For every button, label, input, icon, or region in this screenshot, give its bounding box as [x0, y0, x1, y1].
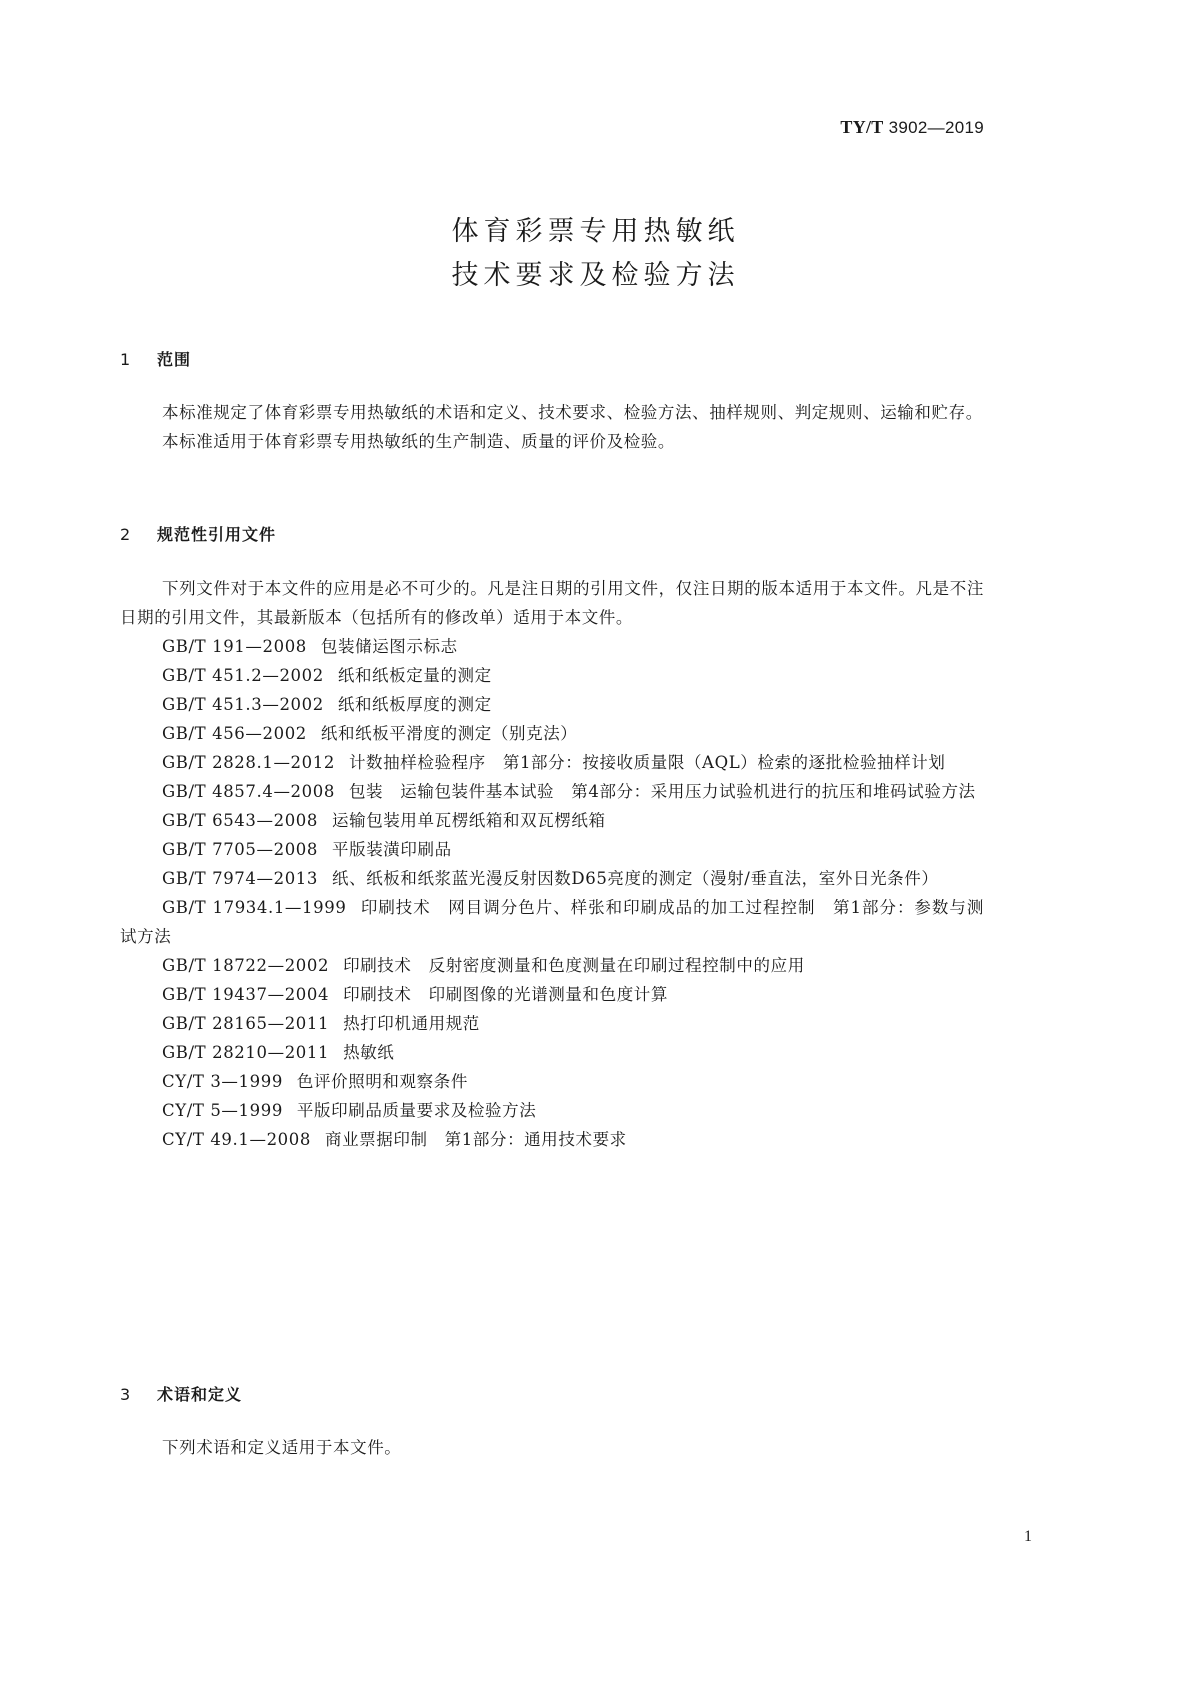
document-title	[0, 213, 1191, 295]
reference-item	[120, 1038, 984, 1067]
reference-code: GB/T 18722—2002	[162, 956, 330, 975]
reference-title: 平版装潢印刷品	[332, 840, 452, 859]
reference-title: 纸、纸板和纸浆蓝光漫反射因数D65亮度的测定（漫射/垂直法，室外日光条件）	[332, 869, 939, 888]
reference-code: GB/T 456—2002	[162, 724, 307, 743]
reference-code: GB/T 19437—2004	[162, 985, 330, 1004]
paragraph: 下列术语和定义适用于本文件。	[162, 1438, 402, 1457]
reference-title: 热敏纸	[343, 1043, 395, 1062]
section-3-heading	[120, 1382, 242, 1405]
reference-code: GB/T 191—2008	[162, 637, 307, 656]
section-2-body	[120, 574, 984, 1154]
section-number: 1	[120, 350, 132, 369]
reference-item	[120, 1067, 984, 1096]
reference-item	[120, 661, 984, 690]
reference-item	[120, 806, 984, 835]
reference-code: CY/T 5—1999	[162, 1101, 283, 1120]
reference-code: GB/T 451.2—2002	[162, 666, 324, 685]
reference-item	[120, 690, 984, 719]
reference-item	[120, 1096, 984, 1125]
reference-code: GB/T 7705—2008	[162, 840, 318, 859]
reference-item	[120, 893, 984, 951]
standard-code	[840, 117, 984, 138]
reference-code: GB/T 2828.1—2012	[162, 753, 335, 772]
reference-title: 商业票据印制 第1部分：通用技术要求	[324, 1130, 627, 1149]
reference-item	[120, 951, 984, 980]
paragraph: 下列文件对于本文件的应用是必不可少的。凡是注日期的引用文件，仅注日期的版本适用于本文件。凡是不注日期的引用文件，其最新版本（包括所有的修改单）适用于本文件。	[120, 579, 984, 627]
reference-code: GB/T 451.3—2002	[162, 695, 324, 714]
section-number: 2	[120, 525, 132, 544]
reference-item	[120, 980, 984, 1009]
reference-item	[120, 777, 984, 806]
reference-code: GB/T 7974—2013	[162, 869, 318, 888]
section-title: 规范性引用文件	[157, 525, 277, 544]
section-number: 3	[120, 1385, 132, 1404]
reference-title: 热打印机通用规范	[343, 1014, 480, 1033]
reference-item	[120, 748, 984, 777]
reference-item	[120, 719, 984, 748]
reference-code: GB/T 28165—2011	[162, 1014, 330, 1033]
reference-item	[120, 1125, 984, 1154]
reference-title: 纸和纸板厚度的测定	[337, 695, 492, 714]
section-title: 范围	[157, 350, 192, 369]
reference-code: GB/T 6543—2008	[162, 811, 318, 830]
section-3-body	[120, 1433, 984, 1462]
reference-title: 纸和纸板定量的测定	[337, 666, 492, 685]
reference-code: CY/T 49.1—2008	[162, 1130, 311, 1149]
reference-title: 印刷技术 印刷图像的光谱测量和色度计算	[343, 985, 669, 1004]
reference-item	[120, 632, 984, 661]
paragraph: 本标准规定了体育彩票专用热敏纸的术语和定义、技术要求、检验方法、抽样规则、判定规则、运输和贮存。	[162, 403, 983, 422]
reference-title: 纸和纸板平滑度的测定（别克法）	[320, 724, 578, 743]
reference-code: CY/T 3—1999	[162, 1072, 283, 1091]
reference-item	[120, 835, 984, 864]
reference-code: GB/T 4857.4—2008	[162, 782, 335, 801]
reference-title: 包装 运输包装件基本试验 第4部分：采用压力试验机进行的抗压和堆码试验方法	[348, 782, 976, 801]
reference-code: GB/T 17934.1—1999	[162, 898, 347, 917]
standard-prefix: TY/T	[840, 117, 884, 137]
reference-title: 色评价照明和观察条件	[296, 1072, 468, 1091]
normative-references-list	[120, 632, 984, 1154]
section-1-heading	[120, 347, 191, 370]
section-title: 术语和定义	[157, 1385, 243, 1404]
section-2-heading	[120, 522, 276, 545]
section-1-body	[120, 398, 984, 456]
reference-title: 计数抽样检验程序 第1部分：按接收质量限（AQL）检索的逐批检验抽样计划	[348, 753, 946, 772]
title-line-2: 技术要求及检验方法	[451, 260, 740, 291]
reference-title: 印刷技术 网目调分色片、样张和印刷成品的加工过程控制 第1部分：参数与测试方法	[120, 898, 984, 946]
reference-item	[120, 864, 984, 893]
page-number: 1	[1024, 1528, 1032, 1545]
reference-title: 平版印刷品质量要求及检验方法	[296, 1101, 537, 1120]
title-line-1: 体育彩票专用热敏纸	[451, 216, 740, 247]
reference-code: GB/T 28210—2011	[162, 1043, 330, 1062]
reference-item	[120, 1009, 984, 1038]
reference-title: 包装储运图示标志	[320, 637, 458, 656]
paragraph: 本标准适用于体育彩票专用热敏纸的生产制造、质量的评价及检验。	[162, 432, 675, 451]
reference-title: 印刷技术 反射密度测量和色度测量在印刷过程控制中的应用	[343, 956, 805, 975]
reference-title: 运输包装用单瓦楞纸箱和双瓦楞纸箱	[332, 811, 606, 830]
standard-number: 3902—2019	[888, 118, 984, 137]
